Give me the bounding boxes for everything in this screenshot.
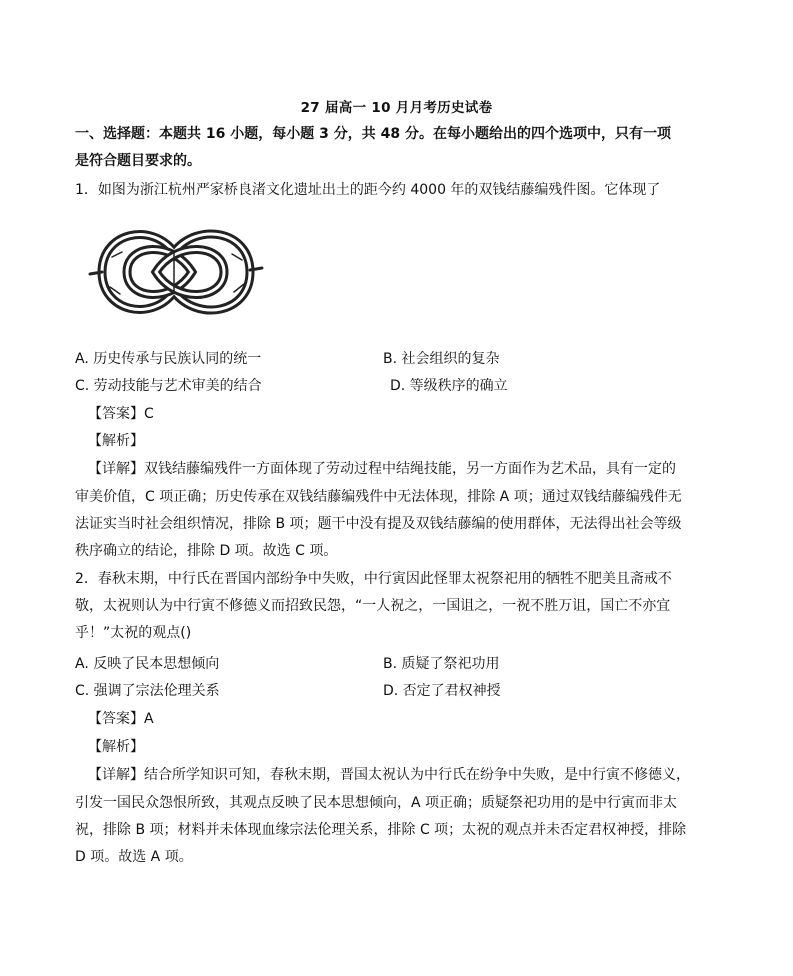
question-1-detail-line: 法证实当时社会组织情况，排除 B 项；题干中没有提及双钱结藤编的使用群体，无法得出社会等级 (75, 516, 682, 532)
question-1-detail-line: 审美价值，C 项正确；历史传承在双钱结藤编残件中无法体现，排除 A 项；通过双钱结藤编残件无 (75, 489, 682, 505)
question-1-detail-line: 【详解】双钱结藤编残件一方面体现了劳动过程中结绳技能，另一方面作为艺术品，具有一定的 (88, 461, 676, 477)
question-1-option-b: B. 社会组织的复杂 (383, 351, 500, 367)
question-2-analysis-label: 【解析】 (88, 739, 144, 755)
question-2-option-a: A. 反映了民本思想倾向 (75, 656, 220, 672)
section-instruction-line-2: 是符合题目要求的。 (75, 153, 201, 169)
question-2-option-d: D. 否定了君权神授 (383, 683, 501, 699)
question-2-detail-line: 引发一国民众怨恨所致，其观点反映了民本思想倾向，A 项正确；质疑祭祀功用的是中行寅而非太 (75, 795, 678, 811)
question-2-detail-line: D 项。故选 A 项。 (75, 849, 193, 865)
question-2-answer: 【答案】A (88, 711, 154, 727)
question-2-option-b: B. 质疑了祭祀功用 (383, 656, 500, 672)
question-1-analysis-label: 【解析】 (88, 433, 144, 449)
question-2-detail-line: 【详解】结合所学知识可知，春秋末期，晋国太祝认为中行氏在纷争中失败，是中行寅不修德义， (88, 767, 690, 783)
question-2-stem-line: 敬，太祝则认为中行寅不修德义而招致民怨，“一人祝之，一国诅之，一祝不胜万诅，国亡不亦宜 (75, 598, 671, 614)
question-1-option-a: A. 历史传承与民族认同的统一 (75, 351, 262, 367)
question-1-option-d: D. 等级秩序的确立 (390, 378, 508, 394)
exam-title: 27 届高一 10 月月考历史试卷 (300, 100, 493, 116)
section-instruction-line-1: 一、选择题：本题共 16 小题，每小题 3 分，共 48 分。在每小题给出的四个选项中，只有一项 (75, 126, 671, 142)
question-2-option-c: C. 强调了宗法伦理关系 (75, 683, 220, 699)
knot-artifact-image (82, 212, 266, 330)
question-1-option-c: C. 劳动技能与艺术审美的结合 (75, 378, 262, 394)
question-1-stem: 1．如图为浙江杭州严家桥良渚文化遗址出土的距今约 4000 年的双钱结藤编残件图。它体现了 (75, 182, 661, 198)
question-1-detail-line: 秩序确立的结论，排除 D 项。故选 C 项。 (75, 543, 338, 559)
question-1-answer: 【答案】C (88, 406, 154, 422)
question-2-stem-line: 2．春秋末期，中行氏在晋国内部纷争中失败，中行寅因此怪罪太祝祭祀用的牺牲不肥美且斋戒不 (75, 571, 672, 587)
question-2-stem-line: 乎！”太祝的观点() (75, 625, 192, 641)
question-2-detail-line: 祝，排除 B 项；材料并未体现血缘宗法伦理关系，排除 C 项；太祝的观点并未否定君权神授，排除 (75, 822, 687, 838)
